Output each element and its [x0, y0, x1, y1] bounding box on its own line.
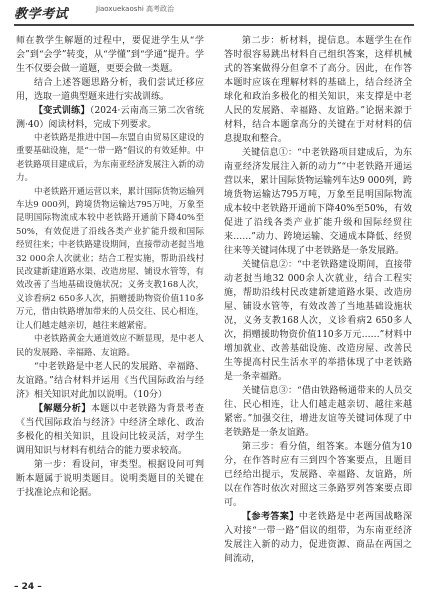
material-paragraph-2: 中老铁路开通运营以来，累计国际货物运输列车达9 000列，跨境货物运输达795万吨，万象至昆明国际物流成本较中老铁路开通前下降40%至50%，有效促进了沿线各类产业扩能升级和国际经贸往来；中老铁路建设期间，直接带动老挝当地32 000余人次就业；结合工程实施，帮助沿线村民改建新建道路水渠、改造房屋、铺设水管等，有效改善了当地基础设施状况；义务支教168人次，义诊看病2 650多人次，捐赠援助物资价值110多万元，借由铁路增加带来的人员交往、民心相连，让人们越走越亲切，越往来越紧密。 — [16, 186, 205, 331]
paragraph-intro: 师在教学生解题的过程中，要促进学生从“学会”到“会学”转变，从“学懂”到“学通”提升。学生不仅要会做一道题，更要会做一类题。 — [16, 36, 204, 74]
reference-answer — [224, 510, 412, 566]
journal-subtitle: Jiaoxuekaoshi 高考政治 — [96, 5, 175, 13]
step-three-paragraph: 第三步：看分值，组答案。本题分值为10分，在作答时应有三到四个答案要点，且题目已经给出提示，发展路、幸福路、友谊路，所以在作答时依次对照这三条路罗列答案要点即可。 — [224, 442, 412, 508]
left-column — [16, 34, 204, 500]
key-info-1: 关键信息①：“中老铁路项目建成后，为东南亚经济发展注入新的动力”“中老铁路开通运营以来，累计国际货物运输列车达9 000列，跨境货物运输达795万吨，万象至昆明国际物流成本较中老铁路开通前下降40%至50%，有效促进了沿线各类产业扩能升级和国际经贸往来……”动力、跨境运输、交通成本降低、经贸往来等关键词体现了中老铁路是一条发展路。 — [224, 148, 412, 256]
variant-training-source: （2024·云南高三第二次省统测·40）阅读材料，完成下列要求。 — [16, 106, 204, 130]
journal-title: 教学考试 — [14, 7, 69, 22]
step-one-paragraph: 第一步：看设问，审类型。根据设问可判断本题属于说明类题目。说明类题目的关键在于找准论点和论据。 — [16, 459, 204, 498]
key-info-2: 关键信息②：“中老铁路建设期间，直接带动老挝当地32 000余人次就业，结合工程实施，帮助沿线村民改建新建道路水渠、改造房屋、铺设水管等，有效改善了当地基础设施状况，义务支教168人次，义诊看病2 650多人次，捐赠援助物资价值110多万元……”材料中增加就业、改善基础设施、改造房屋、改善民生等提高村民生活水平的举措体现了中老铁路是一条幸福路。 — [224, 260, 412, 382]
header-rule — [14, 24, 414, 26]
analysis-paragraph — [16, 402, 204, 458]
page-header — [0, 0, 427, 28]
question-score: （10分） — [133, 389, 167, 400]
question-body: “中老铁路是中老人民的发展路、幸福路、友谊路。”结合材料并运用《当代国际政治与经济》相关知识对此加以说明。 — [16, 361, 204, 400]
reference-answer-label: 【参考答案】 — [242, 512, 299, 522]
right-column — [224, 34, 412, 566]
paragraph-transition: 结合上述答题思路分析，我们尝试迁移应用，选取一道典型题来进行实战训练。 — [16, 78, 204, 102]
material-paragraph-1: 中老铁路是推进中国—东盟自由贸易区建设的重要基础设施，是“一带一路”倡议的有效延伸。中老铁路项目建成后，为东南亚经济发展注入新的动力。 — [16, 133, 205, 184]
page-number: – 24 – — [14, 582, 42, 592]
variant-training-label: 【变式训练】 — [34, 106, 90, 116]
analysis-label: 【解题分析】 — [34, 403, 91, 414]
step-two-paragraph: 第二步：析材料，提信息。本题学生在作答时很容易跳出材料自己组织答案，这样机械式的答案做得分但拿不了高分。因此，在作答本题时应该在理解材料的基础上，结合经济全球化和政治多极化的相关知识，来支撑是中老人民的发展路、幸福路、友谊路。”论据来源于材料，结合本题拿高分的关键在于对材料的信息提取和整合。 — [224, 36, 412, 144]
material-paragraph-3: 中老铁路黄金大通道效应不断显现，是中老人民的发展路、幸福路、友谊路。 — [16, 334, 205, 358]
reference-answer-body: 中老铁路是中老两国战略深入对接“一带一路”倡议的组带，为东南亚经济发展注入新的动力，促进资源、商品在两国之间流动， — [224, 512, 412, 564]
key-info-3: 关键信息③：“借由铁路畅通带来的人员交往、民心相连，让人们越走越亲切、越往来越紧密。”加强交往，增进友谊等关键词体现了中老铁路是一条友谊路。 — [224, 386, 412, 438]
analysis-body: 本题以中老铁路为背景考查《当代国际政治与经济》中经济全球化、政治多极化的相关知识，且设问比较灵活，对学生调用知识与材料有机结合的能力要求较高。 — [16, 403, 204, 456]
question-text — [16, 360, 204, 402]
variant-training-heading — [16, 104, 204, 132]
